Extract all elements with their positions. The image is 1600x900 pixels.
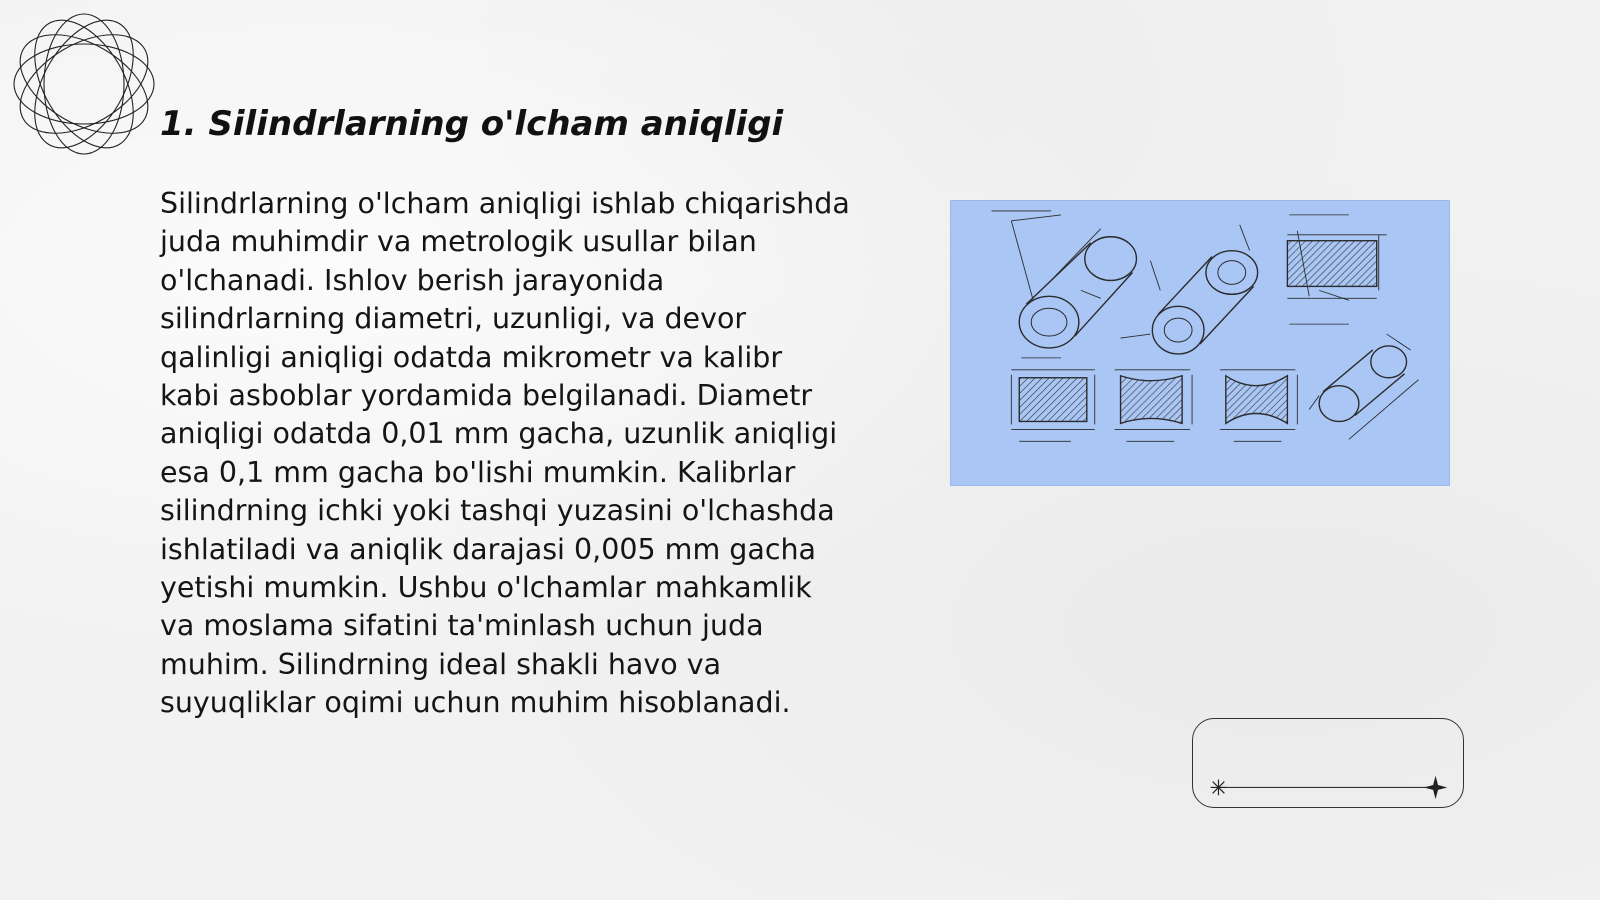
cylinder-drawing-a	[1011, 215, 1136, 348]
section-drawing-bottom-3	[1220, 370, 1297, 430]
four-point-star-icon	[1424, 776, 1447, 799]
slide-title: 1. Silindrlarning o'lcham aniqligi	[160, 104, 784, 144]
spirograph-ornament-icon	[10, 10, 158, 158]
cylinder-drawing-b	[1121, 225, 1258, 354]
cylinder-measurement-figure	[950, 200, 1450, 486]
decorative-line	[1193, 719, 1463, 807]
section-drawing-top	[1287, 231, 1386, 301]
decorative-frame	[1192, 718, 1464, 808]
technical-drawing	[951, 201, 1449, 485]
section-drawing-bottom-1	[1011, 370, 1094, 430]
section-drawing-bottom-2	[1115, 370, 1192, 430]
slide-body-text: Silindrlarning o'lcham aniqligi ishlab chiqarishda juda muhimdir va metrologik usullar bilan o'lchanadi. Ishlov berish jarayonida silindrlarning diametri, uzunligi, va devor qalinligi aniqligi odatda mikrometr va kalibr kabi asboblar yordamida belgilanadi. Diametr aniqligi odatda 0,01 mm gacha, uzunlik aniqligi esa 0,1 mm gacha bo'lishi mumkin. Kalibrlar silindrning ichki yoki tashqi yuzasini o'lchashda ishlatiladi va aniqlik darajasi 0,005 mm gacha yetishi mumkin. Ushbu o'lchamlar mahkamlik va moslama sifatini ta'minlash uchun juda muhim. Silindrning ideal shakli havo va suyuqliklar oqimi uchun muhim hisoblanadi.	[160, 187, 850, 720]
cylinder-drawing-c	[1309, 334, 1418, 439]
sparkle-icon	[1211, 780, 1227, 796]
